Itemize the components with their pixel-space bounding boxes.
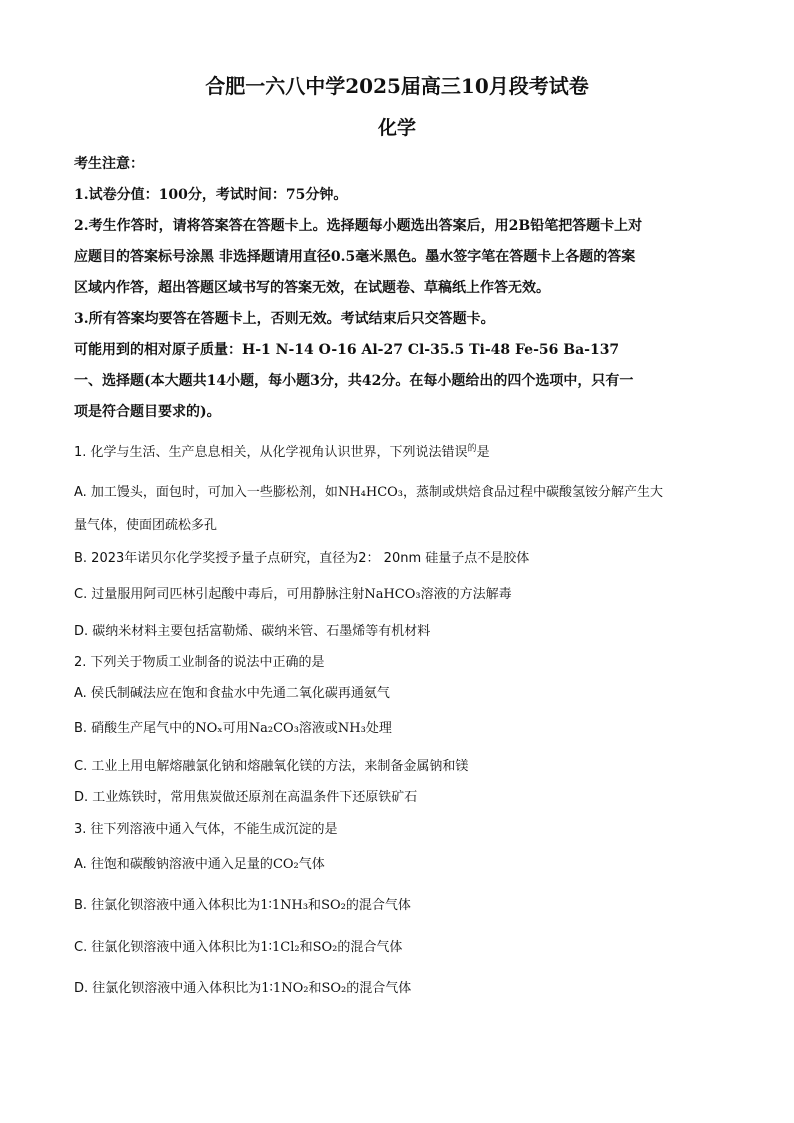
q1-option-c [74, 583, 512, 602]
q3-option-b-formula-2: SO₂ [321, 898, 346, 913]
q3-option-b-text: B. 往氯化钡溶液中通入体积比为 [74, 898, 261, 913]
q3-option-b-formula-1: 1∶1NH₃ [260, 898, 309, 913]
q3-option-d-text-3: 的混合气体 [346, 981, 412, 996]
q3-option-c-text-2: 和 [299, 940, 313, 955]
q3-option-c-formula-2: SO₂ [312, 940, 338, 955]
notice-item-3: 3.所有答案均要答在答题卡上，否则无效。考试结束后只交答题卡。 [74, 311, 495, 327]
q3-option-c [74, 936, 402, 955]
q2-option-b-text: B. 硝酸生产尾气中的 [74, 721, 196, 736]
q2-option-a: A. 侯氏制碱法应在饱和食盐水中先通二氧化碳再通氨气 [74, 686, 390, 701]
q3-stem: 3. 往下列溶液中通入气体，不能生成沉淀的是 [74, 822, 338, 837]
section-heading-line-2: 项是符合题目要求的)。 [74, 404, 221, 420]
subject-title: 化学 [377, 117, 416, 139]
q3-option-a-text-2: 气体 [298, 857, 325, 872]
q2-option-b-text-3: 溶液或 [298, 721, 338, 736]
q1-option-a-text-2: ，蒸制或烘焙食品过程中碳酸氢铵分解产生大 [403, 485, 664, 500]
q2-option-b-formula-1: NOₓ [195, 721, 223, 736]
q1-stem-sup: 的 [467, 444, 477, 454]
q3-option-b-text-2: 和 [308, 898, 322, 913]
q3-option-b-text-3: 的混合气体 [345, 898, 411, 913]
notice-item-2-line-2: 应题目的答案标号涂黑 非选择题请用直径0.5毫米黑色。墨水签字笔在答题卡上各题的答案 [74, 249, 636, 265]
notice-heading: 考生注意： [74, 156, 144, 172]
q2-option-b-text-4: 处理 [365, 721, 392, 736]
q1-option-a-formula: NH₄HCO₃ [337, 485, 404, 500]
q1-stem-text: 1. 化学与生活、生产息息相关，从化学视角认识世界，下列说法错误 [74, 445, 468, 460]
q3-option-c-formula-1: 1∶1Cl₂ [260, 940, 300, 955]
exam-title: 合肥一六八中学2025届高三10月段考试卷 [205, 74, 589, 98]
q2-stem: 2. 下列关于物质工业制备的说法中正确的是 [74, 655, 325, 670]
q3-option-a-formula: CO₂ [272, 857, 299, 872]
q1-option-b: B. 2023年诺贝尔化学奖授予量子点研究，直径为2： 20nm 硅量子点不是胶体 [74, 551, 530, 566]
notice-item-1: 1.试卷分值：100分，考试时间：75分钟。 [74, 187, 348, 203]
q1-option-c-text-2: 溶液的方法解毒 [420, 587, 512, 602]
q1-option-a-text: A. 加工馒头，面包时，可加入一些膨松剂，如 [74, 485, 338, 500]
q2-option-d: D. 工业炼铁时，常用焦炭做还原剂在高温条件下还原铁矿石 [74, 790, 418, 805]
q3-option-c-text: C. 往氯化钡溶液中通入体积比为 [74, 940, 261, 955]
q2-option-b-formula-2: Na₂CO₃ [248, 721, 299, 736]
q3-option-d-formula-1: 1∶1NO₂ [261, 981, 309, 996]
q1-option-d: D. 碳纳米材料主要包括富勒烯、碳纳米管、石墨烯等有机材料 [74, 624, 431, 639]
q3-option-d-formula-2: SO₂ [321, 981, 347, 996]
q1-option-c-text: C. 过量服用阿司匹林引起酸中毒后，可用静脉注射 [74, 587, 365, 602]
q3-option-d-text-2: 和 [308, 981, 322, 996]
q2-option-b-formula-3: NH₃ [337, 721, 366, 736]
q1-stem-end: 是 [476, 445, 490, 460]
q3-option-d-text: D. 往氯化钡溶液中通入体积比为 [74, 981, 262, 996]
q1-option-c-formula: NaHCO₃ [364, 587, 421, 602]
q3-option-c-text-3: 的混合气体 [337, 940, 403, 955]
q2-option-c: C. 工业上用电解熔融氯化钠和熔融氧化镁的方法，来制备金属钠和镁 [74, 759, 469, 774]
q1-option-a-line-1 [74, 481, 663, 500]
q2-option-b-text-2: 可用 [222, 721, 249, 736]
q1-stem [74, 441, 490, 460]
q3-option-d [74, 977, 411, 996]
q3-option-b [74, 894, 411, 913]
atomic-mass-line: 可能用到的相对原子质量：H-1 N-14 O-16 Al-27 Cl-35.5 Ti-48 Fe-56 Ba-137 [74, 342, 620, 358]
q1-option-a-line-2: 量气体，使面团疏松多孔 [74, 518, 218, 533]
section-heading-line-1: 一、选择题(本大题共14小题，每小题3分，共42分。在每小题给出的四个选项中，只有一 [74, 373, 634, 389]
notice-item-2-line-1: 2.考生作答时，请将答案答在答题卡上。选择题每小题选出答案后，用2B铅笔把答题卡上对 [74, 218, 643, 234]
q2-option-b [74, 717, 392, 736]
q3-option-a-text: A. 往饱和碳酸钠溶液中通入足量的 [74, 857, 273, 872]
notice-item-2-line-3: 区域内作答，超出答题区域书写的答案无效，在试题卷、草稿纸上作答无效。 [74, 280, 550, 296]
q3-option-a [74, 853, 325, 872]
